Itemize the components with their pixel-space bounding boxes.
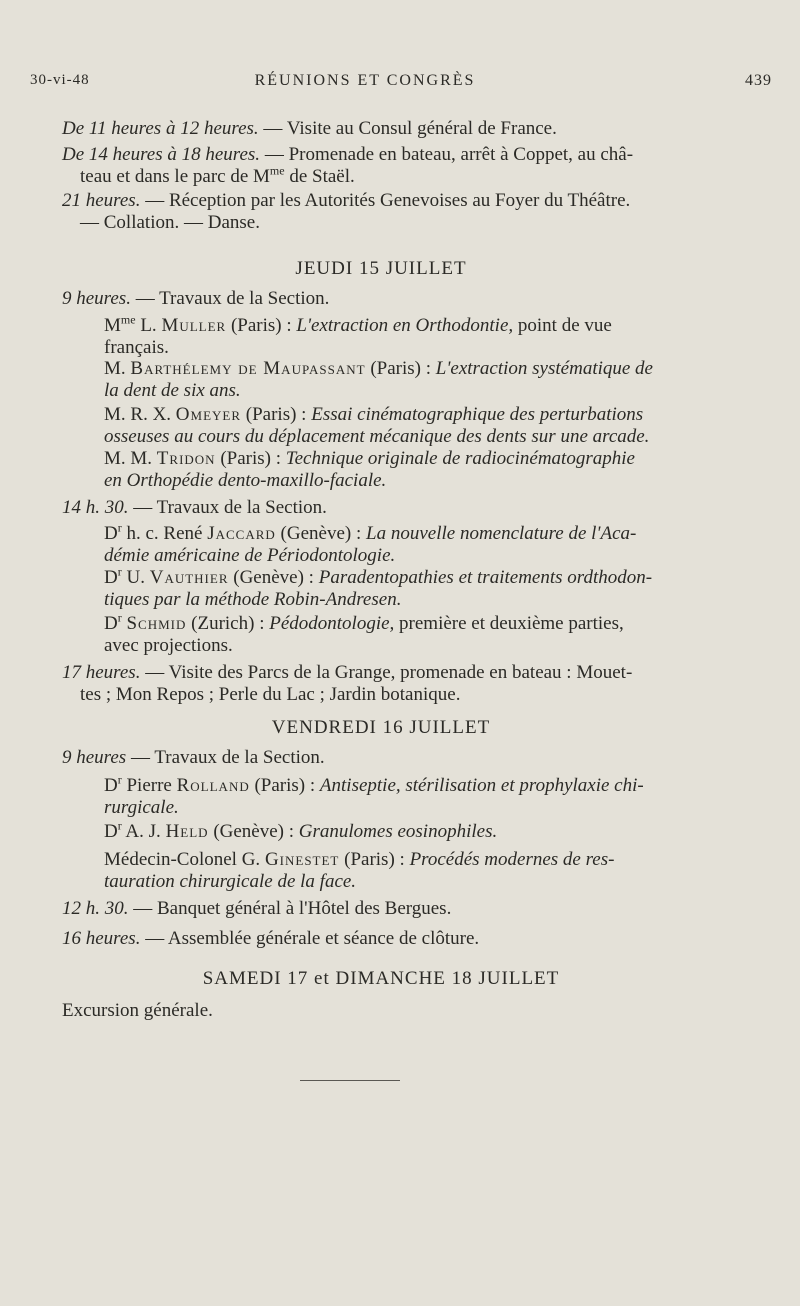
schedule-entry-banquet (62, 898, 700, 920)
schedule-entry-excursion: Excursion générale. (62, 1000, 213, 1021)
speaker-name: Ginestet (264, 849, 340, 870)
entry-text: — Visite des Parcs de la Grange, promenade en bateau : Mouet- (140, 662, 633, 683)
entry-text: — Assemblée générale et séance de clôture. (140, 928, 480, 949)
presentation-schmid: $D^r$ Schmid (Zurich) : Pédodontologie, première et deuxième parties, avec projections. (104, 610, 624, 656)
schedule-entry-section-friday (62, 747, 700, 769)
entry-continuation: teau et dans le parc de $M^{me}$ de Staël. (80, 163, 355, 187)
presentation-ginestet: Médecin-Colonel G. Ginestet (Paris) : Procédés modernes de res- tauration chirurgicale de la face. (104, 849, 615, 892)
presentation-title: Antiseptie, stérilisation et prophylaxie chi- (319, 775, 644, 796)
entry-text: — Banquet général à l'Hôtel des Bergues. (128, 898, 452, 919)
presentation-title: Pédodontologie, (269, 613, 395, 634)
presentation-muller: $M^{me}$ L. Muller (Paris) : L'extraction en Orthodontie, point de vue français. (104, 312, 612, 358)
section-title: RÉUNIONS ET CONGRÈS (254, 72, 476, 89)
speaker-name: Rolland (176, 775, 250, 796)
presentation-title: La nouvelle nomenclature de l'Aca- (366, 523, 637, 544)
presentation-title: Paradentopathies et traitements ordthodon- (318, 567, 653, 588)
entry-time: 17 heures. (62, 662, 141, 683)
presentation-vauthier: $D^r$ U. Vauthier (Genève) : Paradentopathies et traitements ordthodon- tiques par la méthode Robin-Andresen. (104, 564, 653, 610)
presentation-title: Essai cinématographique des perturbations (311, 404, 644, 425)
speaker-name: Omeyer (175, 404, 242, 425)
presentation-title: L'extraction en Orthodontie, (296, 315, 514, 336)
entry-text: — Visite au Consul général de France. (258, 118, 557, 139)
entry-continuation: — Collation. — Danse. (80, 212, 260, 233)
schedule-entry-consul (62, 118, 700, 140)
speaker-name: Tridon (156, 448, 216, 469)
entry-time: 9 heures (62, 747, 127, 768)
speaker-name: Vauthier (149, 567, 229, 588)
entry-time: 16 heures. (62, 928, 141, 949)
presentation-title: L'extraction systématique de (435, 358, 653, 379)
entry-time: 21 heures. (62, 190, 141, 211)
speaker-name: Schmid (126, 613, 187, 634)
presentation-held: $D^r$ A. J. Held (Genève) : Granulomes eosinophiles. (104, 818, 498, 842)
entry-time: 9 heures. (62, 288, 131, 309)
presentation-barthelemy: M. Barthélemy de Maupassant (Paris) : L'extraction systématique de la dent de six ans. (104, 358, 653, 401)
day-heading-friday: VENDREDI 16 JUILLET (271, 717, 491, 738)
entry-text: — Travaux de la Section. (126, 747, 325, 768)
schedule-entry-section-morning (62, 288, 700, 310)
speaker-name: Muller (161, 315, 227, 336)
day-heading-weekend: SAMEDI 17 et DIMANCHE 18 JUILLET (202, 968, 560, 989)
speaker-name: Held (165, 821, 209, 842)
schedule-entry-section-afternoon (62, 497, 700, 519)
entry-text: — Travaux de la Section. (130, 288, 330, 309)
presentation-title: Technique originale de radiocinématographie (285, 448, 635, 469)
speaker-name: Jaccard (207, 523, 276, 544)
entry-time: 14 h. 30. (62, 497, 129, 518)
schedule-entry-boat (62, 144, 700, 188)
day-heading-thursday: JEUDI 15 JUILLET (295, 258, 467, 279)
page-number: 439 (745, 72, 772, 89)
schedule-entry-assembly (62, 928, 700, 950)
entry-time: De 14 heures à 18 heures. (62, 144, 261, 165)
presentation-omeyer: M. R. X. Omeyer (Paris) : Essai cinématographique des perturbations osseuses au cours du déplacement mécanique des dents sur une arcade. (104, 404, 650, 447)
entry-time: 12 h. 30. (62, 898, 129, 919)
presentation-title: Procédés modernes de res- (409, 849, 615, 870)
closing-rule (300, 1080, 400, 1081)
presentation-rolland: $D^r$ Pierre Rolland (Paris) : Antiseptie, stérilisation et prophylaxie chi- rurgicale. (104, 772, 644, 818)
entry-continuation: tes ; Mon Repos ; Perle du Lac ; Jardin botanique. (80, 684, 461, 705)
entry-text: — Réception par les Autorités Genevoises au Foyer du Théâtre. (140, 190, 631, 211)
entry-text: — Travaux de la Section. (128, 497, 327, 518)
presentation-title: Granulomes eosinophiles. (298, 821, 498, 842)
entry-text: — Promenade en bateau, arrêt à Coppet, au châ- (260, 144, 634, 165)
issue-date: 30-vi-48 (30, 72, 90, 88)
schedule-entry-reception (62, 190, 700, 234)
schedule-entry-parks (62, 662, 700, 706)
entry-time: De 11 heures à 12 heures. (62, 118, 259, 139)
speaker-name: Barthélemy de Maupassant (130, 358, 366, 379)
presentation-jaccard: $D^r$ h. c. René Jaccard (Genève) : La nouvelle nomenclature de l'Aca- démie américaine de Périodontologie. (104, 520, 637, 566)
presentation-tridon: M. M. Tridon (Paris) : Technique originale de radiocinématographie en Orthopédie dento-maxillo-faciale. (104, 448, 635, 491)
